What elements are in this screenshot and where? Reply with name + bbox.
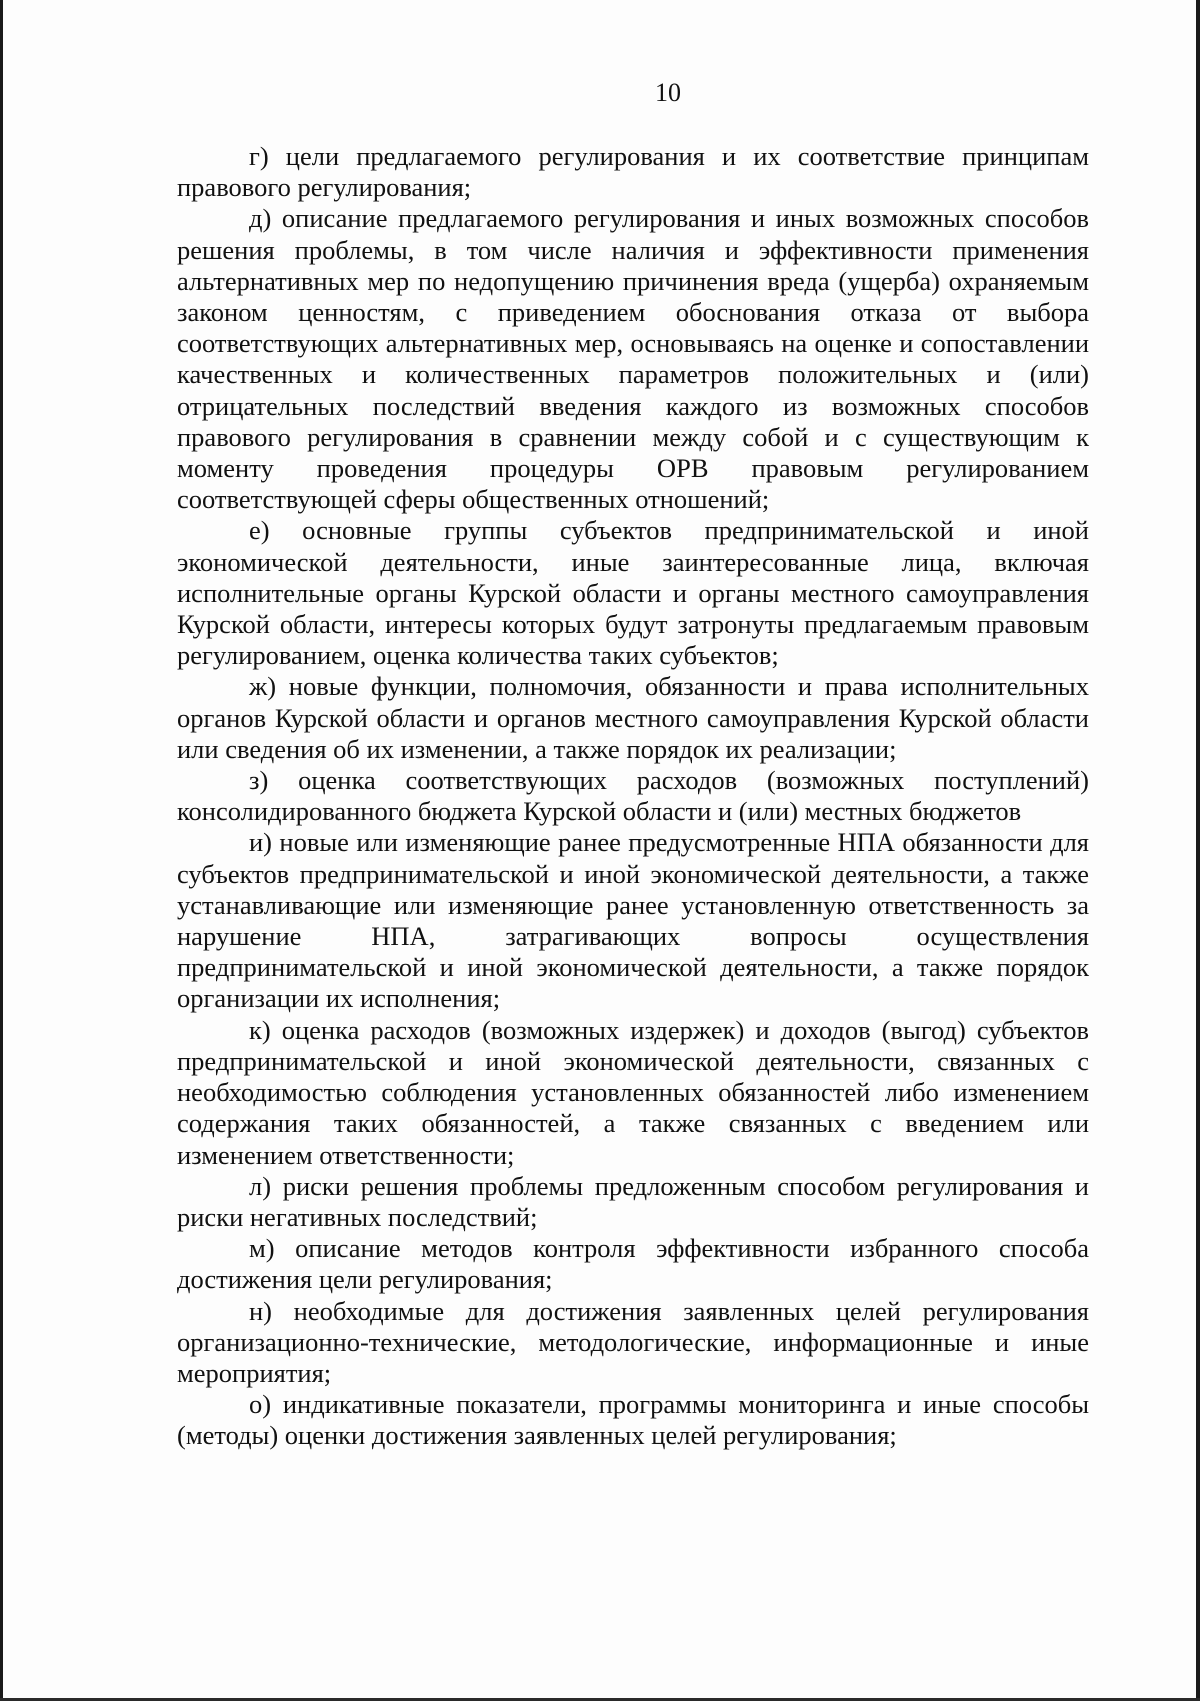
paragraph-d: д) описание предлагаемого регулирования и иных возможных способов решения проблемы, в том числе наличия и эффективности применения альтернативных мер по недопущению причинения вреда (ущерба) охраняемым законом ценностям, с приведением обоснования отказа от выбора соответствующих альтернативных мер, основываясь на оценке и сопоставлении качественных и количественных параметров положительных и (или) отрицательных последствий введения каждого из возможных способов правового регулирования в сравнении между собой и с существующим к моменту проведения процедуры ОРВ правовым регулированием соответствующей сферы общественных отношений;	[177, 203, 1089, 515]
paragraph-zh: ж) новые функции, полномочия, обязанности и права исполнительных органов Курской области и органов местного самоуправления Курской области или сведения об их изменении, а также порядок их реализации;	[177, 671, 1089, 764]
paragraph-z: з) оценка соответствующих расходов (возможных поступлений) консолидированного бюджета Курской области и (или) местных бюджетов	[177, 765, 1089, 827]
page-number: 10	[655, 78, 681, 107]
paragraph-n: н) необходимые для достижения заявленных целей регулирования организационно-технические, методологические, информационные и иные мероприятия;	[177, 1295, 1089, 1388]
scan-left-edge	[0, 0, 3, 1701]
paragraph-k: к) оценка расходов (возможных издержек) и доходов (выгод) субъектов предпринимательской и иной экономической деятельности, связанных с необходимостью соблюдения установленных обязанностей либо изменением содержания таких обязанностей, а также связанных с введением или изменением ответственности;	[177, 1014, 1089, 1170]
paragraph-o: о) индикативные показатели, программы мониторинга и иные способы (методы) оценки достижения заявленных целей регулирования;	[177, 1389, 1089, 1451]
paragraph-m: м) описание методов контроля эффективности избранного способа достижения цели регулирования;	[177, 1233, 1089, 1295]
scan-right-edge	[1196, 0, 1200, 1701]
paragraph-i: и) новые или изменяющие ранее предусмотренные НПА обязанности для субъектов предпринимательской и иной экономической деятельности, а также устанавливающие или изменяющие ранее установленную ответственность за нарушение НПА, затрагивающих вопросы осуществления предпринимательской и иной экономической деятельности, а также порядок организации их исполнения;	[177, 827, 1089, 1014]
paragraph-l: л) риски решения проблемы предложенным способом регулирования и риски негативных последствий;	[177, 1170, 1089, 1232]
document-body	[177, 141, 1089, 1452]
paragraph-e: е) основные группы субъектов предпринимательской и иной экономической деятельности, иные заинтересованные лица, включая исполнительные органы Курской области и органы местного самоуправления Курской области, интересы которых будут затронуты предлагаемым правовым регулированием, оценка количества таких субъектов;	[177, 515, 1089, 671]
paragraph-g: г) цели предлагаемого регулирования и их соответствие принципам правового регулирования;	[177, 141, 1089, 203]
